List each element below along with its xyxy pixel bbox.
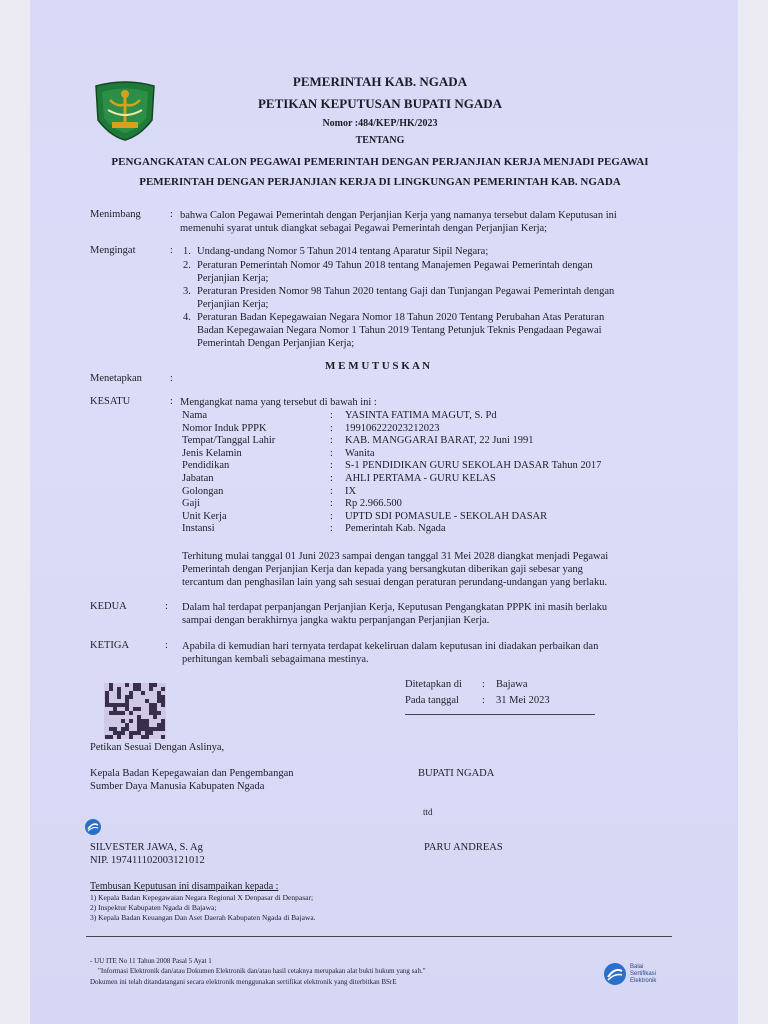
subject-line1: PENGANGKATAN CALON PEGAWAI PEMERINTAH DENGAN PERJANJIAN KERJA MENJADI PEGAWAI (111, 156, 649, 168)
tanggal-colon: : (482, 695, 485, 706)
date-underline (405, 714, 595, 715)
field-value: KAB. MANGGARAI BARAT, 22 Juni 1991 (345, 435, 534, 447)
mengingat-no-3: 3. (183, 286, 191, 297)
tembusan-item-3: 3) Kepala Badan Keuangan Dan Aset Daerah Kabupaten Ngada di Bajawa. (90, 913, 316, 922)
field-value: Wanita (345, 447, 375, 459)
field-value: Rp 2.966.500 (345, 498, 402, 510)
field-label: Pendidikan (182, 460, 230, 472)
mengingat-item-4b: Badan Kepegawaian Negara Nomor 1 Tahun 2019 Tentang Petunjuk Teknis Pengadaan Pegawai (197, 325, 602, 336)
field-colon: : (330, 473, 333, 484)
header-line2: PETIKAN KEPUTUSAN BUPATI NGADA (257, 96, 502, 111)
ketiga-label: KETIGA (90, 640, 130, 651)
kepala-name: SILVESTER JAWA, S. Ag (90, 842, 203, 853)
menimbang-line2: memenuhi syarat untuk diangkat sebagai Pegawai Pemerintah dengan Perjanjian Kerja; (180, 223, 548, 234)
menimbang-line1: bahwa Calon Pegawai Pemerintah dengan Perjanjian Kerja yang namanya tersebut dalam Keputusan ini (180, 210, 617, 221)
field-label: Nomor Induk PPPK (182, 422, 267, 434)
mengingat-item-3: Peraturan Presiden Nomor 98 Tahun 2020 tentang Gaji dan Tunjangan Pegawai Pemerintah dengan (197, 286, 615, 297)
menimbang-colon: : (170, 209, 173, 220)
field-colon: : (330, 510, 333, 522)
bsre-text-2: Sertifikasi (630, 971, 657, 977)
field-label: Gaji (182, 498, 201, 510)
field-value: Pemerintah Kab. Ngada (345, 523, 446, 535)
mengingat-item-4: Peraturan Badan Kepegawaian Negara Nomor 18 Tahun 2020 Tentang Perubahan Atas Peraturan (197, 312, 605, 323)
ditetapkan-value: Bajawa (496, 679, 528, 690)
field-colon: : (330, 498, 333, 510)
mengingat-colon: : (170, 245, 173, 256)
ketiga-line1: Apabila di kemudian hari ternyata terdapat kekeliruan dalam keputusan ini diadakan perbaikan dan (182, 641, 599, 652)
ketiga-colon: : (165, 640, 168, 651)
tanggal-value: 31 Mei 2023 (496, 695, 550, 706)
kesatu-para-line2: Pemerintah dengan Perjanjian Kerja dan kepada yang bersangkutan diberikan gaji sebesar yang (182, 564, 583, 575)
footer-line3: Dokumen ini telah ditandatangani secara elektronik menggunakan sertifikat elektronik yang diterbitkan BSrE (90, 978, 397, 986)
bsre-text-1: Balai (630, 964, 644, 970)
bsre-footer-logo-icon (603, 962, 627, 986)
field-colon: : (330, 435, 333, 447)
subject-line2: PEMERINTAH DENGAN PERJANJIAN KERJA DI LINGKUNGAN PEMERINTAH KAB. NGADA (139, 176, 621, 188)
tembusan-item-2: 2) Inspektur Kabupaten Ngada di Bajawa; (90, 903, 217, 912)
kedua-colon: : (165, 601, 168, 612)
field-label: Golongan (182, 485, 224, 497)
header-line1: PEMERINTAH KAB. NGADA (292, 74, 468, 89)
kedua-line2: sampai dengan berakhirnya jangka waktu perpanjangan Perjanjian Kerja. (182, 615, 490, 626)
field-colon: : (330, 410, 333, 421)
field-label: Jenis Kelamin (182, 447, 242, 459)
tembusan-title: Tembusan Keputusan ini disampaikan kepada : (90, 881, 279, 892)
ditetapkan-label: Ditetapkan di (405, 679, 462, 690)
ketiga-line2: perhitungan kembali sebagaimana mestinya. (182, 654, 369, 665)
kedua-line1: Dalam hal terdapat perpanjangan Perjanjian Kerja, Keputusan Pengangkatan PPPK ini masih berlaku (182, 602, 608, 613)
kedua-label: KEDUA (90, 601, 127, 612)
footer-line2: "Informasi Elektronik dan/atau Dokumen Elektronik dan/atau hasil cetaknya merupakan alat bukti hukum yang sah." (98, 967, 426, 975)
kesatu-para-line3: tercantum dan penghasilan lain yang sah sesuai dengan peraturan perundang-undangan yang berlaku. (182, 577, 608, 588)
field-value: UPTD SDI POMASULE - SEKOLAH DASAR (345, 510, 548, 522)
field-value: YASINTA FATIMA MAGUT, S. Pd (345, 410, 497, 421)
bsre-logo-icon (84, 818, 102, 836)
mengingat-no-1: 1. (183, 246, 191, 257)
decree-number: Nomor :484/KEP/HK/2023 (322, 118, 438, 129)
field-label: Nama (182, 410, 208, 421)
field-value: 199106222023212023 (345, 422, 440, 434)
bupati-title: BUPATI NGADA (418, 768, 495, 779)
kesatu-para-line1: Terhitung mulai tanggal 01 Juni 2023 sampai dengan tanggal 31 Mei 2028 diangkat menjadi Pegawai (182, 551, 609, 562)
menimbang-label: Menimbang (90, 209, 141, 220)
field-colon: : (330, 422, 333, 434)
field-colon: : (330, 485, 333, 497)
field-value: AHLI PERTAMA - GURU KELAS (345, 473, 496, 484)
ttd-text: ttd (423, 807, 433, 817)
mengingat-no-4: 4. (183, 312, 191, 323)
ditetapkan-colon: : (482, 679, 485, 690)
field-colon: : (330, 447, 333, 459)
mengingat-item-1: Undang-undang Nomor 5 Tahun 2014 tentang Aparatur Sipil Negara; (197, 246, 489, 257)
kesatu-label: KESATU (90, 396, 131, 407)
kepala-title-line2: Sumber Daya Manusia Kabupaten Ngada (90, 781, 265, 792)
mengingat-label: Mengingat (90, 245, 136, 256)
menetapkan-colon: : (170, 373, 173, 384)
mengingat-item-2b: Perjanjian Kerja; (197, 273, 269, 284)
tentang-label: TENTANG (355, 135, 405, 146)
petikan-text: Petikan Sesuai Dengan Aslinya, (90, 742, 225, 753)
field-label: Unit Kerja (182, 510, 227, 522)
field-label: Instansi (182, 523, 215, 535)
kesatu-colon: : (170, 396, 173, 407)
field-value: IX (345, 485, 357, 497)
kepala-title-line1: Kepala Badan Kepegawaian dan Pengembangan (90, 768, 294, 779)
bsre-text-3: Elektronik (630, 978, 657, 984)
tembusan-item-1: 1) Kepala Badan Kepegawaian Negara Regional X Denpasar di Denpasar; (90, 893, 314, 902)
mengingat-item-3b: Perjanjian Kerja; (197, 299, 269, 310)
kepala-nip: NIP. 197411102003121012 (90, 855, 205, 866)
mengingat-item-4c: Pemerintah Dengan Perjanjian Kerja; (197, 338, 355, 349)
footer-line1: - UU ITE No 11 Tahun 2008 Pasal 5 Ayat 1 (90, 957, 212, 965)
menetapkan-label: Menetapkan (90, 373, 142, 384)
field-value: S-1 PENDIDIKAN GURU SEKOLAH DASAR Tahun 2017 (345, 460, 602, 472)
field-label: Jabatan (182, 473, 214, 484)
tanggal-label: Pada tanggal (405, 695, 459, 706)
mengingat-no-2: 2. (183, 260, 191, 271)
memutuskan-heading: M E M U T U S K A N (325, 360, 431, 372)
mengingat-item-2: Peraturan Pemerintah Nomor 49 Tahun 2018 tentang Manajemen Pegawai Pemerintah dengan (197, 260, 593, 271)
field-colon: : (330, 523, 333, 535)
field-colon: : (330, 460, 333, 472)
bupati-name: PARU ANDREAS (424, 842, 503, 853)
qr-code-icon[interactable] (104, 683, 166, 739)
footer-divider (86, 936, 672, 937)
kesatu-intro: Mengangkat nama yang tersebut di bawah ini : (180, 397, 377, 408)
field-label: Tempat/Tanggal Lahir (182, 435, 276, 447)
